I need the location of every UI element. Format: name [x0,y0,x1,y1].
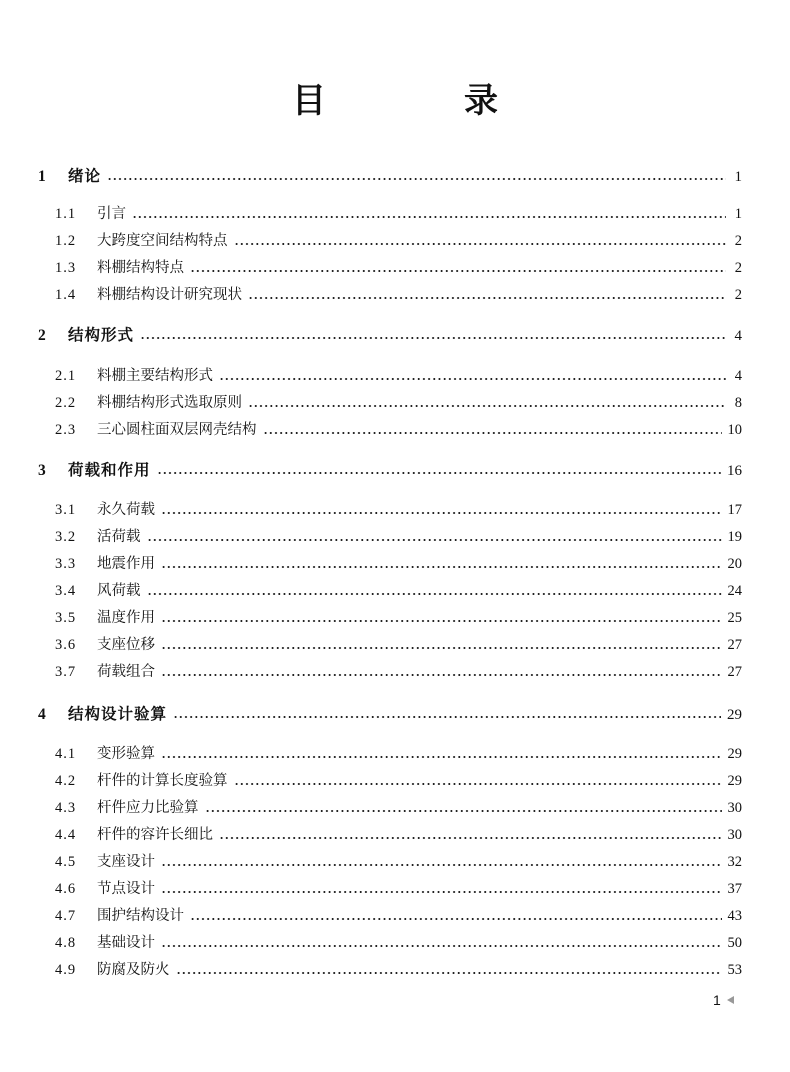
toc-entry-title: 围护结构设计 [97,908,184,924]
toc-entry-title: 杆件应力比验算 [97,800,199,816]
toc-entry-page-number: 1 [734,206,742,222]
dot-leader [176,972,722,974]
toc-section-entry[interactable] [55,284,742,306]
toc-entry-page-number: 2 [734,233,742,249]
toc-entry-number: 3.3 [55,556,77,572]
dot-leader [147,593,722,595]
toc-entry-number: 4.6 [55,881,77,897]
toc-entry-title: 结构设计验算 [68,704,168,723]
toc-entry-number: 4.2 [55,773,77,789]
toc-entry-title: 变形验算 [97,746,155,762]
toc-section-entry[interactable] [55,634,742,656]
toc-entry-title: 节点设计 [97,881,155,897]
dot-leader [248,405,726,407]
toc-entry-number: 3.5 [55,610,77,626]
toc-entry-number: 3.2 [55,529,77,545]
dot-leader [234,243,727,245]
toc-entry-number: 4.4 [55,827,77,843]
toc-section-entry[interactable] [55,392,742,414]
toc-entry-number: 1.1 [55,206,77,222]
dot-leader [248,297,726,299]
toc-entry-number: 1.4 [55,287,77,303]
toc-entry-number: 1 [38,168,46,185]
dot-leader [190,270,726,272]
toc-entry-number: 3.1 [55,502,77,518]
toc-entry-title: 支座设计 [97,854,155,870]
dot-leader [147,539,722,541]
toc-section-entry[interactable] [55,851,742,873]
toc-entry-page-number: 16 [727,463,742,479]
toc-entry-number: 3.6 [55,637,77,653]
toc-entry-title: 杆件的计算长度验算 [97,773,228,789]
dot-leader [205,810,722,812]
toc-section-entry[interactable] [55,905,742,927]
toc-entry-page-number: 29 [727,746,742,762]
dot-leader [140,337,726,339]
toc-section-entry[interactable] [55,878,742,900]
dot-leader [161,512,722,514]
toc-entry-page-number: 4 [734,328,742,344]
dot-leader [157,472,721,474]
toc-section-entry[interactable] [55,661,742,683]
toc-section-entry[interactable] [55,526,742,548]
dot-leader [161,566,722,568]
toc-chapter-entry[interactable] [38,459,742,481]
toc-entry-title: 风荷载 [97,583,141,599]
toc-entry-title: 引言 [97,206,126,222]
dot-leader [161,945,722,947]
toc-entry-page-number: 1 [734,169,742,185]
toc-entry-title: 料棚主要结构形式 [97,368,213,384]
toc-entry-page-number: 53 [727,962,742,978]
toc-section-entry[interactable] [55,365,742,387]
page-number: 1 [713,992,721,1008]
toc-entry-title: 杆件的容许长细比 [97,827,213,843]
toc-entry-page-number: 27 [727,637,742,653]
toc-section-entry[interactable] [55,203,742,225]
dot-leader [161,864,722,866]
toc-entry-title: 大跨度空间结构特点 [97,233,228,249]
dot-leader [219,837,722,839]
toc-section-entry[interactable] [55,607,742,629]
page-title: 目 录 [292,81,550,121]
toc-section-entry[interactable] [55,824,742,846]
toc-entry-number: 1.2 [55,233,77,249]
toc-entry-number: 2.2 [55,395,77,411]
toc-section-entry[interactable] [55,932,742,954]
toc-entry-number: 4.1 [55,746,77,762]
toc-entry-page-number: 29 [727,707,742,723]
toc-entry-page-number: 29 [727,773,742,789]
dot-leader [161,620,722,622]
dot-leader [190,918,722,920]
toc-section-entry[interactable] [55,553,742,575]
toc-section-entry[interactable] [55,499,742,521]
toc-entry-page-number: 20 [727,556,742,572]
toc-entry-title: 料棚结构特点 [97,260,184,276]
toc-entry-number: 2 [38,327,46,344]
toc-entry-title: 料棚结构设计研究现状 [97,287,242,303]
toc-entry-page-number: 4 [734,368,742,384]
toc-entry-page-number: 17 [727,502,742,518]
toc-entry-title: 基础设计 [97,935,155,951]
toc-entry-page-number: 25 [727,610,742,626]
toc-entry-page-number: 37 [727,881,742,897]
toc-entry-page-number: 24 [727,583,742,599]
toc-section-entry[interactable] [55,797,742,819]
toc-entry-page-number: 27 [727,664,742,680]
dot-leader [107,178,726,180]
toc-section-entry[interactable] [55,230,742,252]
toc-entry-title: 活荷载 [97,529,141,545]
toc-entry-title: 绪论 [68,166,102,185]
toc-entry-title: 荷载组合 [97,664,155,680]
toc-entry-title: 荷载和作用 [68,460,151,479]
toc-entry-title: 结构形式 [68,325,135,344]
toc-section-entry[interactable] [55,419,742,441]
dot-leader [161,891,722,893]
toc-entry-page-number: 43 [727,908,742,924]
toc-section-entry[interactable] [55,257,742,279]
toc-entry-number: 2.3 [55,422,77,438]
toc-entry-title: 永久荷载 [97,502,155,518]
dot-leader [132,216,726,218]
toc-section-entry[interactable] [55,959,742,981]
toc-chapter-entry[interactable] [38,324,742,346]
toc-entry-page-number: 32 [727,854,742,870]
toc-entry-number: 2.1 [55,368,77,384]
toc-section-entry[interactable] [55,743,742,765]
toc-section-entry[interactable] [55,770,742,792]
toc-entry-page-number: 30 [727,800,742,816]
dot-leader [263,432,722,434]
toc-entry-title: 防腐及防火 [97,962,170,978]
toc-entry-number: 4.9 [55,962,77,978]
toc-entry-title: 温度作用 [97,610,155,626]
dot-leader [219,378,726,380]
page-footer [713,992,734,1008]
toc-chapter-entry[interactable] [38,165,742,187]
toc-entry-page-number: 2 [734,287,742,303]
dot-leader [161,674,722,676]
toc-entry-page-number: 10 [727,422,742,438]
toc-entry-number: 4.7 [55,908,77,924]
toc-entry-title: 地震作用 [97,556,155,572]
toc-entry-number: 4 [38,706,46,723]
toc-section-entry[interactable] [55,580,742,602]
toc-entry-page-number: 30 [727,827,742,843]
toc-entry-number: 4.5 [55,854,77,870]
toc-entry-page-number: 19 [727,529,742,545]
toc-entry-page-number: 8 [734,395,742,411]
toc-entry-number: 3.7 [55,664,77,680]
dot-leader [234,783,722,785]
toc-entry-number: 4.8 [55,935,77,951]
toc-entry-number: 3 [38,462,46,479]
toc-entry-page-number: 2 [734,260,742,276]
toc-entry-title: 支座位移 [97,637,155,653]
toc-entry-page-number: 50 [727,935,742,951]
toc-entry-number: 4.3 [55,800,77,816]
dot-leader [173,716,721,718]
toc-chapter-entry[interactable] [38,703,742,725]
toc-entry-title: 料棚结构形式选取原则 [97,395,242,411]
toc-entry-title: 三心圆柱面双层网壳结构 [97,422,257,438]
toc-entry-number: 3.4 [55,583,77,599]
dot-leader [161,647,722,649]
dot-leader [161,756,722,758]
toc-entry-number: 1.3 [55,260,77,276]
left-triangle-icon [727,996,734,1004]
